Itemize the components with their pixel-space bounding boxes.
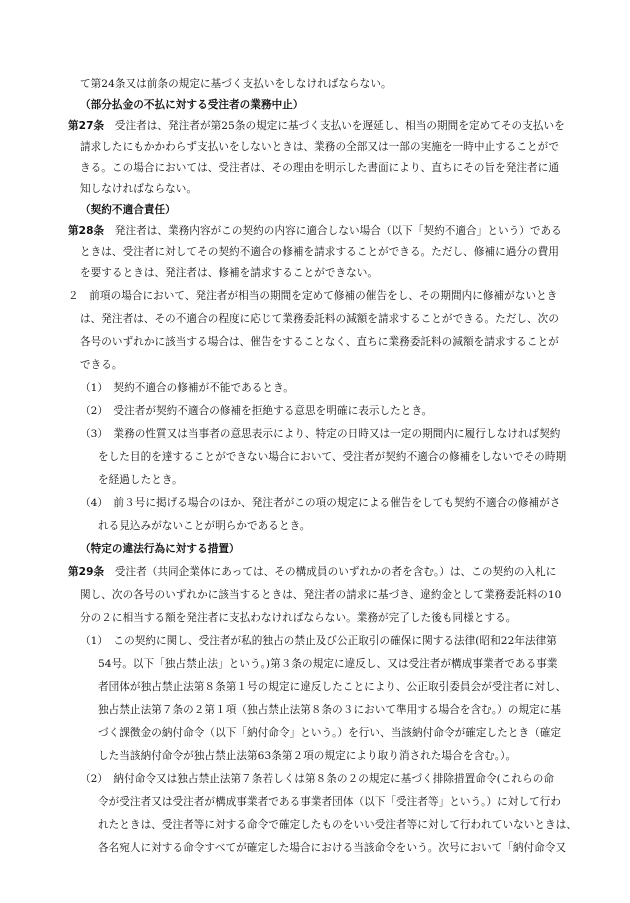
text-line: きる。この場合においては、受注者は、その理由を明示した書面により、直ちにその旨を発注者に通 bbox=[80, 162, 559, 174]
text-line: を経過したとき。 bbox=[98, 474, 183, 486]
text-line: 請求したにもかかわらず支払いをしないときは、業務の全部又は一部の実施を一時中止することがで bbox=[80, 141, 559, 153]
item-2: （2） 受注者が契約不適合の修補を拒絶する意思を明確に表示したとき。 bbox=[80, 405, 433, 417]
text-line: づく課徴金の納付命令（以下「納付命令」という。）を行い、当該納付命令が確定したとき（確定 bbox=[98, 727, 562, 739]
text-line: 者団体が独占禁止法第８条第１号の規定に違反したことにより、公正取引委員会が受注者に対し、 bbox=[98, 681, 567, 693]
text-line: をした目的を達することができない場合において、受注者が契約不適合の修補をしないでその時期 bbox=[98, 451, 567, 463]
section-heading: （特定の違法行為に対する措置） bbox=[80, 543, 240, 555]
text-line: れたときは、受注者等に対する命令で確定したものをいい受注者等に対して行われていないときは、 bbox=[98, 819, 577, 831]
text-line: れる見込みがないことが明らかであるとき。 bbox=[98, 520, 311, 532]
item-4: （4） 前３号に掲げる場合のほか、発注者がこの項の規定による催告をしても契約不適合の修補がさ bbox=[80, 497, 561, 509]
section-heading: （部分払金の不払に対する受注者の業務中止） bbox=[80, 99, 304, 111]
text-line: ときは、受注者に対してその契約不適合の修補を請求することができる。ただし、修補に過分の費用 bbox=[80, 246, 559, 258]
article-number: 第28条 bbox=[68, 225, 105, 237]
article-29-line: 第29条 受注者（共同企業体にあっては、その構成員のいずれかの者を含む。）は、この契約の入札に bbox=[68, 566, 557, 578]
text-line: 分の２に相当する額を発注者に支払わなければならない。業務が完了した後も同様とする。 bbox=[80, 612, 517, 624]
text-line: 知しなければならない。 bbox=[80, 183, 198, 195]
text-line: 令が受注者又は受注者が構成事業者である事業者団体（以下「受注者等」という。）に対して行わ bbox=[98, 796, 562, 808]
text-line: て第24条又は前条の規定に基づく支払いをしなければならない。 bbox=[80, 78, 392, 90]
text-line: 関し、次の各号のいずれかに該当するときは、発注者の請求に基づき、違約金として業務委託料の10 bbox=[80, 589, 562, 601]
text-line: できる。 bbox=[80, 359, 123, 371]
text-line: 独占禁止法第７条の２第１項（独占禁止法第８条の３において準用する場合を含む。）の規定に基 bbox=[98, 704, 562, 716]
section-heading: （契約不適合責任） bbox=[80, 204, 176, 216]
item-2: （2） 納付命令又は独占禁止法第７条若しくは第８条の２の規定に基づく排除措置命令(これらの命 bbox=[80, 773, 554, 785]
text-line: は、発注者は、その不適合の程度に応じて業務委託料の減額を請求することができる。ただし、次の bbox=[80, 313, 559, 325]
item-3: （3） 業務の性質又は当事者の意思表示により、特定の日時又は一定の期間内に履行しなければ契約 bbox=[80, 428, 561, 440]
article-number: 第27条 bbox=[68, 120, 105, 132]
text-line: 各号のいずれかに該当する場合は、催告をすることなく、直ちに業務委託料の減額を請求することが bbox=[80, 336, 559, 348]
item-1: （1） この契約に関し、受注者が私的独占の禁止及び公正取引の確保に関する法律(昭和22年法律第 bbox=[80, 635, 557, 647]
article-27-line: 第27条 受注者は、発注者が第25条の規定に基づく支払いを遅延し、相当の期間を定めてその支払いを bbox=[68, 120, 565, 132]
text-line: 各名宛人に対する命令すべてが確定した場合における当該命令をいう。次号において「納付命令又 bbox=[98, 842, 567, 854]
text-line: した当該納付命令が独占禁止法第63条第２項の規定により取り消された場合を含む。）。 bbox=[98, 750, 517, 762]
paragraph-2-line: ２ 前項の場合において、発注者が相当の期間を定めて修補の催告をし、その期間内に修補がないとき bbox=[68, 290, 558, 302]
article-28-line: 第28条 発注者は、業務内容がこの契約の内容に適合しない場合（以下「契約不適合」という）である bbox=[68, 225, 562, 237]
text-line: 54号。以下「独占禁止法」という。)第３条の規定に違反し、又は受注者が構成事業者である事業 bbox=[98, 658, 558, 670]
text-line: を要するときは、発注者は、修補を請求することができない。 bbox=[80, 267, 379, 279]
article-number: 第29条 bbox=[68, 566, 105, 578]
item-1: （1） 契約不適合の修補が不能であるとき。 bbox=[80, 382, 294, 394]
